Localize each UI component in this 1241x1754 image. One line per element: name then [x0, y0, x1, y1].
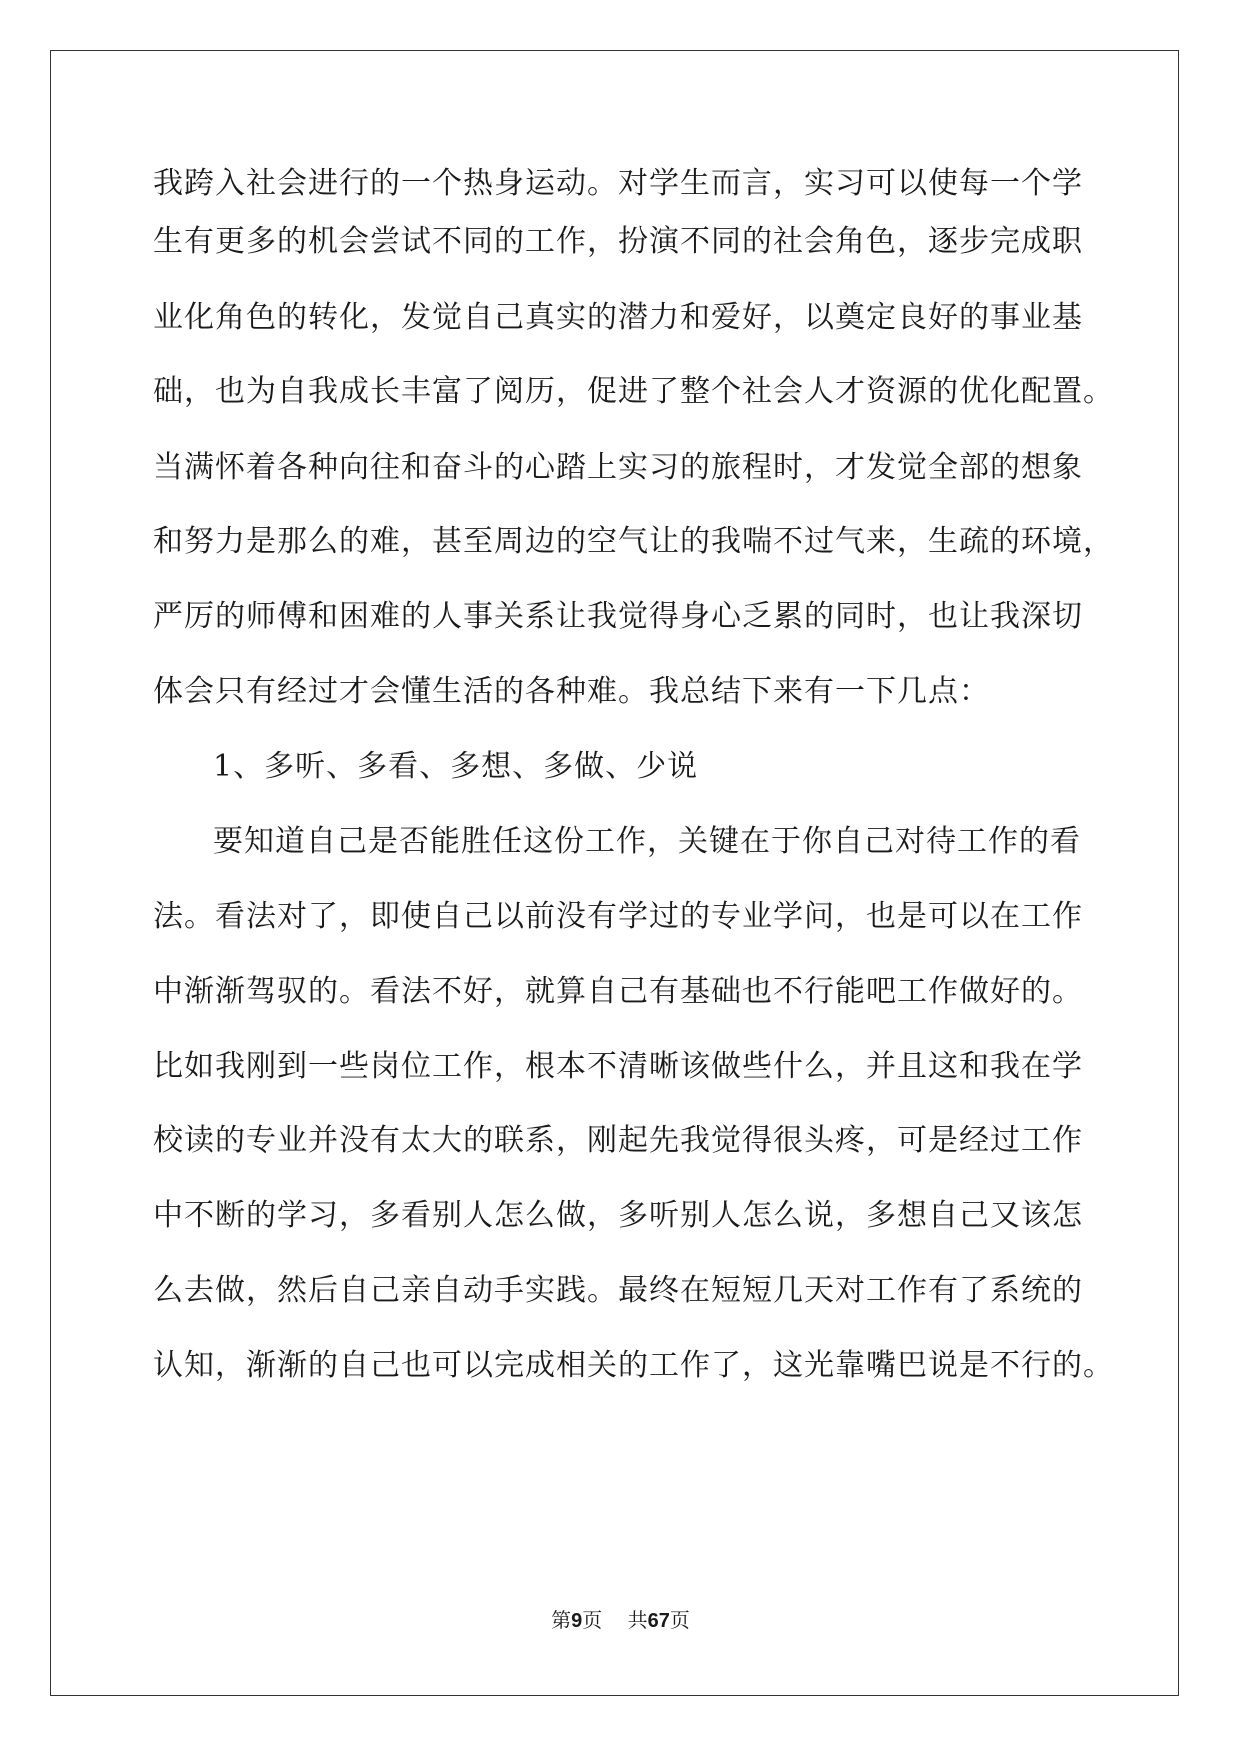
body-line-1: 我跨入社会进行的一个热身运动。对学生而言，实习可以使每一个学: [153, 166, 1083, 201]
body-line-5: 当满怀着各种向往和奋斗的心踏上实习的旅程时，才发觉全部的想象: [153, 450, 1083, 485]
body-line-16: 么去做，然后自己亲自动手实践。最终在短短几天对工作有了系统的: [153, 1273, 1083, 1308]
body-line-6: 和努力是那么的难，甚至周边的空气让的我喘不过气来，生疏的环境，: [153, 524, 1114, 559]
body-line-17: 认知，渐渐的自己也可以完成相关的工作了，这光靠嘴巴说是不行的。: [153, 1348, 1114, 1383]
body-line-8: 体会只有经过才会懂生活的各种难。我总结下来有一下几点：: [153, 674, 990, 709]
body-line-15: 中不断的学习，多看别人怎么做，多听别人怎么说，多想自己又该怎: [153, 1198, 1083, 1233]
body-line-7: 严厉的师傅和困难的人事关系让我觉得身心乏累的同时，也让我深切: [153, 599, 1083, 634]
total-pages: 67: [647, 1610, 670, 1632]
body-line-13: 比如我刚到一些岗位工作，根本不清晰该做些什么，并且这和我在学: [153, 1049, 1083, 1084]
page-prefix: 第: [551, 1608, 572, 1632]
body-line-2: 生有更多的机会尝试不同的工作，扮演不同的社会角色，逐步完成职: [153, 224, 1083, 259]
body-line-14: 校读的专业并没有太大的联系，刚起先我觉得很头疼，可是经过工作: [153, 1123, 1083, 1158]
body-line-12: 中渐渐驾驭的。看法不好，就算自己有基础也不行能吧工作做好的。: [153, 974, 1083, 1009]
total-prefix: 共: [627, 1608, 648, 1632]
body-line-10: 要知道自己是否能胜任这份工作，关键在于你自己对待工作的看: [213, 824, 1081, 859]
page-number: 9: [571, 1610, 583, 1632]
body-line-11: 法。看法对了，即使自己以前没有学过的专业学问，也是可以在工作: [153, 899, 1083, 934]
body-line-3: 业化角色的转化，发觉自己真实的潜力和爱好，以奠定良好的事业基: [153, 300, 1083, 335]
page-footer: [0, 1608, 1241, 1633]
body-line-4: 础，也为自我成长丰富了阅历，促进了整个社会人才资源的优化配置。: [153, 374, 1114, 409]
total-suffix: 页: [669, 1608, 690, 1632]
page-suffix: 页: [582, 1608, 603, 1632]
page-border: [50, 50, 1179, 1696]
section-heading: 1、多听、多看、多想、多做、少说: [213, 749, 699, 784]
